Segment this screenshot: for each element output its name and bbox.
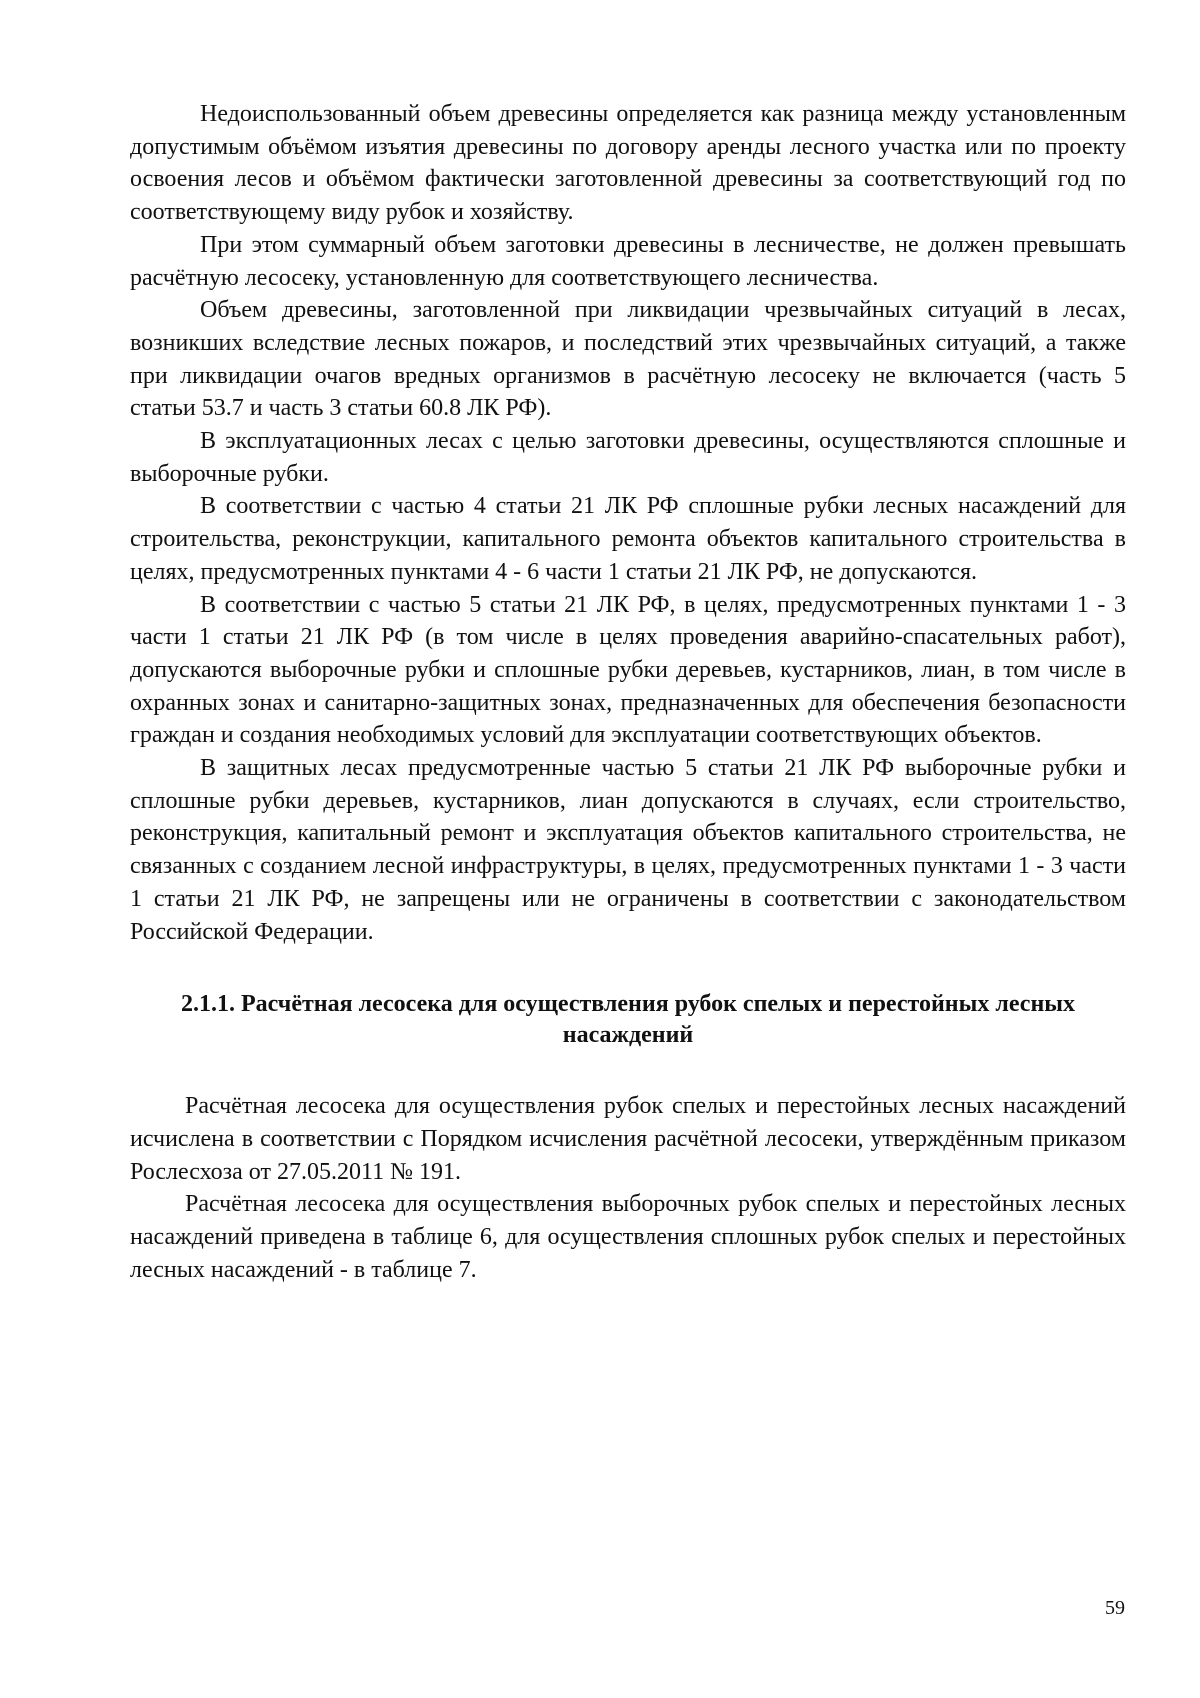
paragraph-tables-reference: Расчётная лесосека для осуществления выборочных рубок спелых и перестойных лесных насаждений приведена в таблице 6, для осуществления сплошных рубок спелых и перестойных лесных насаждений - в таблице 7.	[130, 1191, 1126, 1283]
paragraph-part-4-article-21: В соответствии с частью 4 статьи 21 ЛК РФ сплошные рубки лесных насаждений для строительства, реконструкции, капитального ремонта объектов капитального строительства в целях, предусмотренных пунктами 4 - 6 части 1 статьи 21 ЛК РФ, не допускаются.	[130, 493, 1126, 585]
page-number: 59	[1105, 1597, 1125, 1619]
paragraph-calculation-method: Расчётная лесосека для осуществления рубок спелых и перестойных лесных насаждений исчислена в соответствии с Порядком исчисления расчётной лесосеки, утверждённым приказом Рослесхоза от 27.05.2011 № 191.	[130, 1093, 1126, 1185]
paragraph-exploitation-forests: В эксплуатационных лесах с целью заготовки древесины, осуществляются сплошные и выборочные рубки.	[130, 428, 1126, 487]
paragraph-unused-volume: Недоиспользованный объем древесины определяется как разница между установленным допустимым объёмом изъятия древесины по договору аренды лесного участка или по проекту освоения лесов и объёмом фактически заготовленной древесины за соответствующий год по соответствующему виду рубок и хозяйству.	[130, 101, 1126, 226]
paragraph-total-volume: При этом суммарный объем заготовки древесины в лесничестве, не должен превышать расчётную лесосеку, установленную для соответствующего лесничества.	[130, 231, 1126, 291]
document-page	[130, 98, 1126, 1287]
paragraph-protective-forests: В защитных лесах предусмотренные частью 5 статьи 21 ЛК РФ выборочные рубки и сплошные рубки деревьев, кустарников, лиан допускаются в случаях, если строительство, реконструкция, капитальный ремонт и эксплуатация объектов капитального строительства, не связанных с созданием лесной инфраструктуры, в целях, предусмотренных пунктами 1 - 3 части 1 статьи 21 ЛК РФ, не запрещены или не ограничены в соответствии с законодательством Российской Федерации.	[130, 755, 1126, 945]
paragraph-part-5-article-21: В соответствии с частью 5 статьи 21 ЛК РФ, в целях, предусмотренных пунктами 1 - 3 части 1 статьи 21 ЛК РФ (в том числе в целях проведения аварийно-спасательных работ), допускаются выборочные рубки и сплошные рубки деревьев, кустарников, лиан, в том числе в охранных зонах и санитарно-защитных зонах, предназначенных для обеспечения безопасности граждан и создания необходимых условий для эксплуатации соответствующих объектов.	[130, 591, 1126, 749]
paragraph-emergency-volume: Объем древесины, заготовленной при ликвидации чрезвычайных ситуаций в лесах, возникших вследствие лесных пожаров, и последствий этих чрезвычайных ситуаций, а также при ликвидации очагов вредных организмов в расчётную лесосеку не включается (часть 5 статьи 53.7 и часть 3 статьи 60.8 ЛК РФ).	[130, 297, 1126, 422]
section-heading: 2.1.1. Расчётная лесосека для осуществления рубок спелых и перестойных лесных насаждений	[180, 991, 1076, 1049]
